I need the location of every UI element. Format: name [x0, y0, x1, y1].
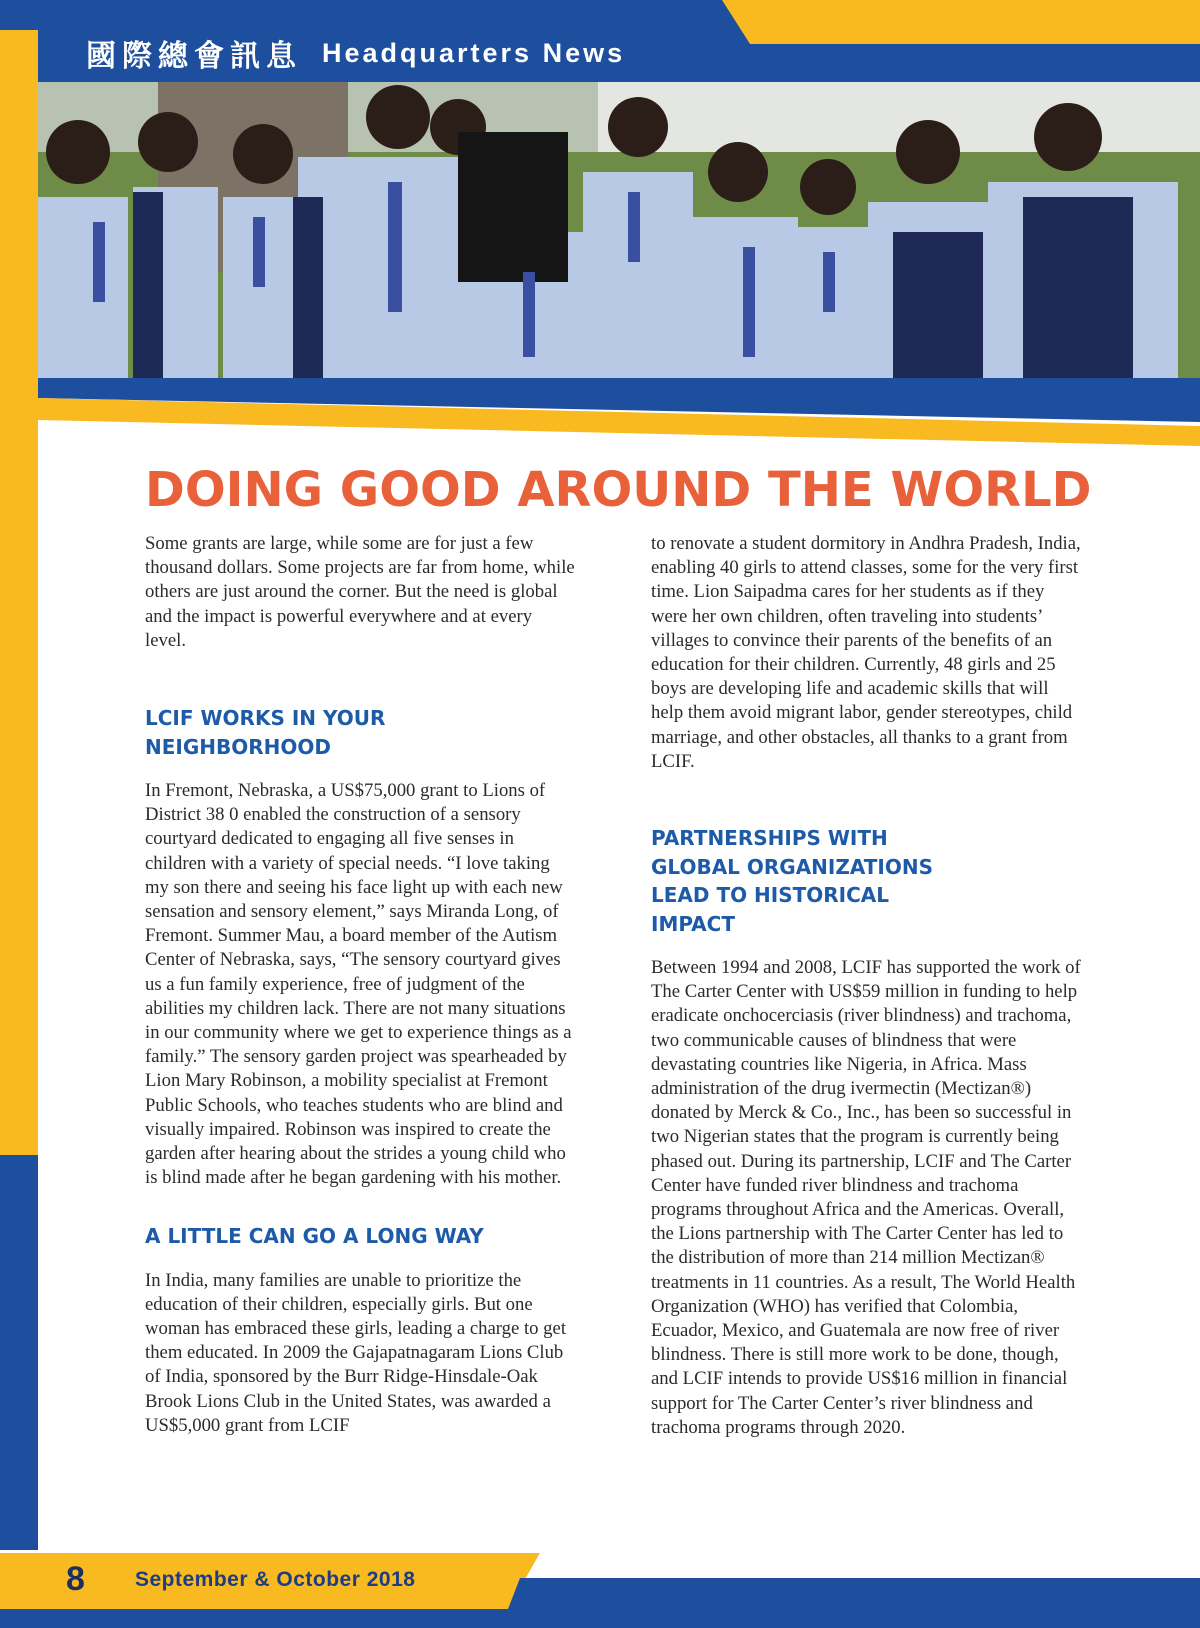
header-accent-stripe	[722, 0, 1200, 44]
page-number: 8	[66, 1560, 85, 1598]
left-accent-strip-lower	[0, 1155, 38, 1550]
section-body: In Fremont, Nebraska, a US$75,000 grant to Lions of District 38 0 enabled the construction of a sensory courtyard dedicated to engaging all five senses in children with a variety of special needs. “I love taking my son there and seeing his face light up with each new sensation and sensory element,” says Miranda Long, of Fremont. Summer Mau, a board member of the Autism Center of Nebraska, says, “The sensory courtyard gives us a fun family experience, free of judgment of the abilities my children lack. There are not many situations in our community where we get to experience things as a family.” The sensory garden project was spearheaded by Lion Mary Robinson, a mobility specialist at Fremont Public Schools, who teaches students who are blind and visually impaired. Robinson was inspired to create the garden after hearing about the strides a young child who is blind made after he began gardening with his mother.	[145, 780, 572, 1189]
article-column-left-section-1	[145, 704, 577, 1190]
section-heading: PARTNERSHIPS WITH GLOBAL ORGANIZATIONS LEAD TO HISTORICAL IMPACT	[651, 826, 934, 936]
article-column-left	[145, 532, 577, 653]
section-body-continued: to renovate a student dormitory in Andhra Pradesh, India, enabling 40 girls to attend classes, some for the very first time. Lion Saipadma cares for her students as if they were her own children, often traveling into students’ villages to convince their parents of the benefits of an education for their children. Currently, 48 girls and 25 boys are developing life and academic skills that will help them avoid migrant labor, gender stereotypes, child marriage, and other obstacles, all thanks to a grant from LCIF.	[651, 533, 1081, 772]
section-heading: A LITTLE CAN GO A LONG WAY	[145, 1224, 484, 1248]
article-column-right	[651, 532, 1083, 774]
issue-date: September & October 2018	[135, 1568, 416, 1591]
section-title-english: Headquarters News	[322, 37, 626, 68]
article-headline: DOING GOOD AROUND THE WORLD	[145, 462, 1092, 518]
section-body: In India, many families are unable to prioritize the education of their children, especially girls. But one woman has embraced these girls, leading a charge to get them educated. In 2009 the Gajapatnagaram Lions Club of India, sponsored by the Burr Ridge-Hinsdale-Oak Brook Lions Club in the United States, was awarded a US$5,000 grant from LCIF	[145, 1269, 567, 1436]
article-column-right-section-3	[651, 824, 1083, 1440]
section-title-chinese: 國際總會訊息	[86, 39, 302, 74]
article-intro: Some grants are large, while some are for just a few thousand dollars. Some projects are far from home, while others are just around the corner. But the need is global and the impact is powerful everywhere and at every level.	[145, 533, 575, 651]
students-photo	[38, 82, 1200, 394]
article-column-left-section-2	[145, 1222, 577, 1438]
section-title	[86, 28, 625, 78]
section-body: Between 1994 and 2008, LCIF has supported the work of The Carter Center with US$59 million in funding to help eradicate onchocerciasis (river blindness) and trachoma, two communicable causes of blindness that were devastating countries like Nigeria, in Africa. Mass administration of the drug ivermectin (Mectizan®) donated by Merck & Co., Inc., has been so successful in two Nigerian states that the program is currently being phased out. During its partnership, LCIF and The Carter Center have funded river blindness and trachoma programs throughout Africa and the Americas. Overall, the Lions partnership with The Carter Center has led to the distribution of more than 214 million Mectizan® treatments in 11 countries. As a result, The World Health Organization (WHO) has verified that Colombia, Ecuador, Mexico, and Guatemala are now free of river blindness. There is still more work to be done, though, and LCIF intends to provide US$16 million in financial support for The Carter Center’s river blindness and trachoma programs through 2020.	[651, 957, 1081, 1438]
left-accent-strip	[0, 30, 38, 1155]
section-heading: LCIF WORKS IN YOUR NEIGHBORHOOD	[145, 706, 386, 759]
